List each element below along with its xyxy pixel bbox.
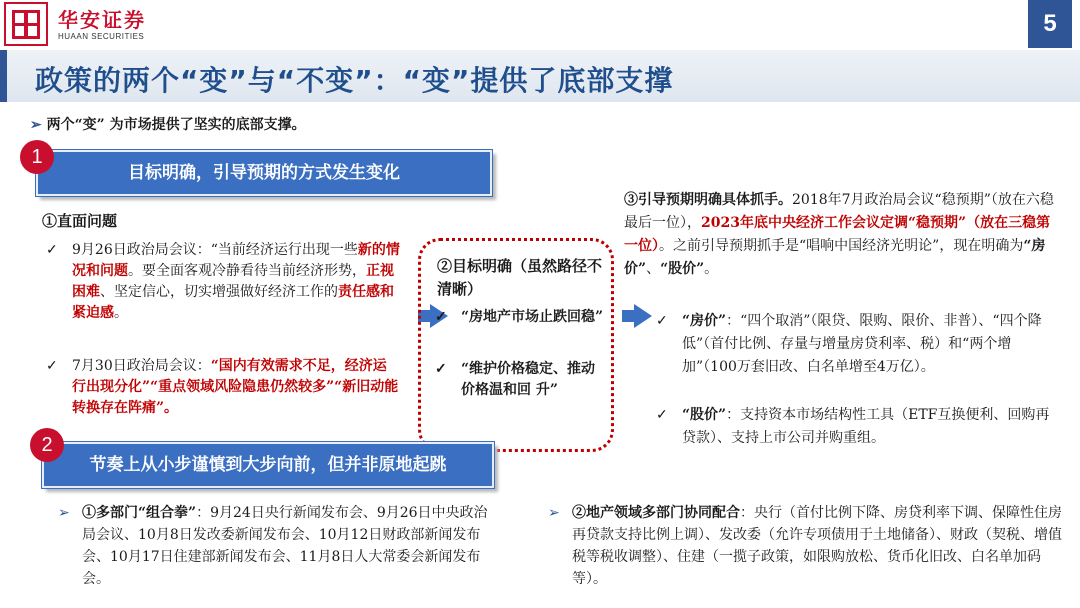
intro-bold: “股价” bbox=[660, 261, 705, 277]
check-icon: ✓ bbox=[46, 242, 58, 258]
intro-text: 2018年7月政治局会议“稳预期”（放在六稳最后一位）， bbox=[624, 192, 1054, 231]
goal-item-1: ✓ “房地产市场止跌回稳” bbox=[435, 307, 607, 328]
section-badge-1: 1 bbox=[20, 140, 54, 174]
item-text: 。 bbox=[114, 305, 128, 321]
intro-bold: “房价” bbox=[624, 238, 1046, 277]
lead-statement bbox=[30, 114, 306, 134]
section-banner-1: 目标明确，引导预期的方式发生变化 bbox=[36, 150, 492, 196]
item-text: 9月26日政治局会议：“当前经济运行出现一些 bbox=[72, 242, 358, 258]
check-icon: ✓ bbox=[46, 358, 58, 374]
item-emphasis: 新的情况和问题 bbox=[72, 242, 400, 279]
item-text: 、坚定信心，切实增强做好经济工作的 bbox=[100, 284, 338, 300]
multi-department-item bbox=[58, 502, 494, 590]
goal-box bbox=[418, 238, 614, 452]
item-text: ：“四个取消”（限贷、限购、限价、非普）、“四个降低”（首付比例、存量与增量房贷利率、税）和“两个增加”（100万套旧改、白名单增至4万亿）。 bbox=[682, 313, 1042, 375]
intro-text: 。之前引导预期抓手是“唱响中国经济光明论”，现在明确为 bbox=[659, 238, 1024, 254]
goal-item-2: ✓ “维护价格稳定、推动价格温和回 升” bbox=[435, 361, 596, 398]
arrow-right-icon: ➢ bbox=[548, 505, 560, 521]
problem-item-2 bbox=[46, 356, 400, 419]
house-price-item bbox=[656, 310, 1062, 379]
section-banner-2: 节奏上从小步谨慎到大步向前，但并非原地起跳 bbox=[42, 442, 494, 488]
item-bold: ②地产领域多部门协同配合 bbox=[572, 505, 740, 521]
arrow-right-icon: ➢ bbox=[58, 505, 70, 521]
check-icon: ✓ bbox=[435, 309, 447, 325]
real-estate-coordination-item bbox=[548, 502, 1068, 590]
check-icon: ✓ bbox=[656, 407, 668, 423]
expectation-intro bbox=[624, 189, 1064, 281]
intro-bold: ③引导预期明确具体抓手。 bbox=[624, 192, 792, 208]
problem-heading: ①直面问题 bbox=[42, 212, 118, 230]
stock-price-item bbox=[656, 404, 1062, 450]
arrow-right-icon: ➢ bbox=[30, 117, 42, 133]
intro-emphasis: 2023年底中央经济工作会议定调“稳预期”（放在三稳第一位） bbox=[624, 215, 1051, 254]
company-logo bbox=[4, 2, 48, 46]
flow-arrow-icon bbox=[634, 304, 652, 328]
item-bold: ①多部门“组合拳” bbox=[82, 505, 197, 521]
item-text: ：支持资本市场结构性工具（ETF互换便利、回购再贷款）、支持上市公司并购重组。 bbox=[682, 407, 1050, 446]
intro-text: 、 bbox=[646, 261, 661, 277]
item-text: ：央行（首付比例下降、房贷利率下调、保障性住房再贷款支持比例上调）、发改委（允许专项债用于土地储备）、财政（契税、增值税等税收调整）、住建（一揽子政策，如限购放松、货币化旧改、白名单加码等）。 bbox=[572, 505, 1062, 587]
item-text: 。要全面客观冷静看待当前经济形势， bbox=[128, 263, 366, 279]
brand-name-en: HUAAN SECURITIES bbox=[58, 32, 145, 41]
page-title: 政策的两个“变”与“不变”：“变”提供了底部支撑 bbox=[35, 64, 674, 97]
lead-text: 两个“变” 为市场提供了坚实的底部支撑。 bbox=[46, 117, 306, 133]
goal-heading: ②目标明确（虽然路径不清晰） bbox=[437, 257, 603, 298]
section-badge-2: 2 bbox=[30, 428, 64, 462]
item-text: 7月30日政治局会议： bbox=[72, 358, 211, 374]
item-emphasis: “国内有效需求不足，经济运行出现分化”“重点领域风险隐患仍然较多”“新旧动能转换存在阵痛”。 bbox=[72, 358, 399, 416]
check-icon: ✓ bbox=[656, 313, 668, 329]
item-emphasis: 责任感和紧迫感 bbox=[72, 284, 394, 321]
item-emphasis: 正视困难 bbox=[72, 263, 394, 300]
check-icon: ✓ bbox=[435, 361, 447, 377]
intro-text: 。 bbox=[704, 261, 719, 277]
item-bold: “房价” bbox=[682, 313, 727, 329]
item-bold: “股价” bbox=[682, 407, 727, 423]
item-text: ：9月24日央行新闻发布会、9月26日中央政治局会议、10月8日发改委新闻发布会、10月12日财政部新闻发布会、10月17日住建部新闻发布会、11月8日人大常委会新闻发布会。 bbox=[82, 505, 488, 587]
problem-item-1 bbox=[46, 240, 400, 324]
title-bar bbox=[0, 50, 1080, 102]
brand-name-cn: 华安证券 bbox=[58, 8, 146, 32]
page-number: 5 bbox=[1028, 0, 1072, 48]
